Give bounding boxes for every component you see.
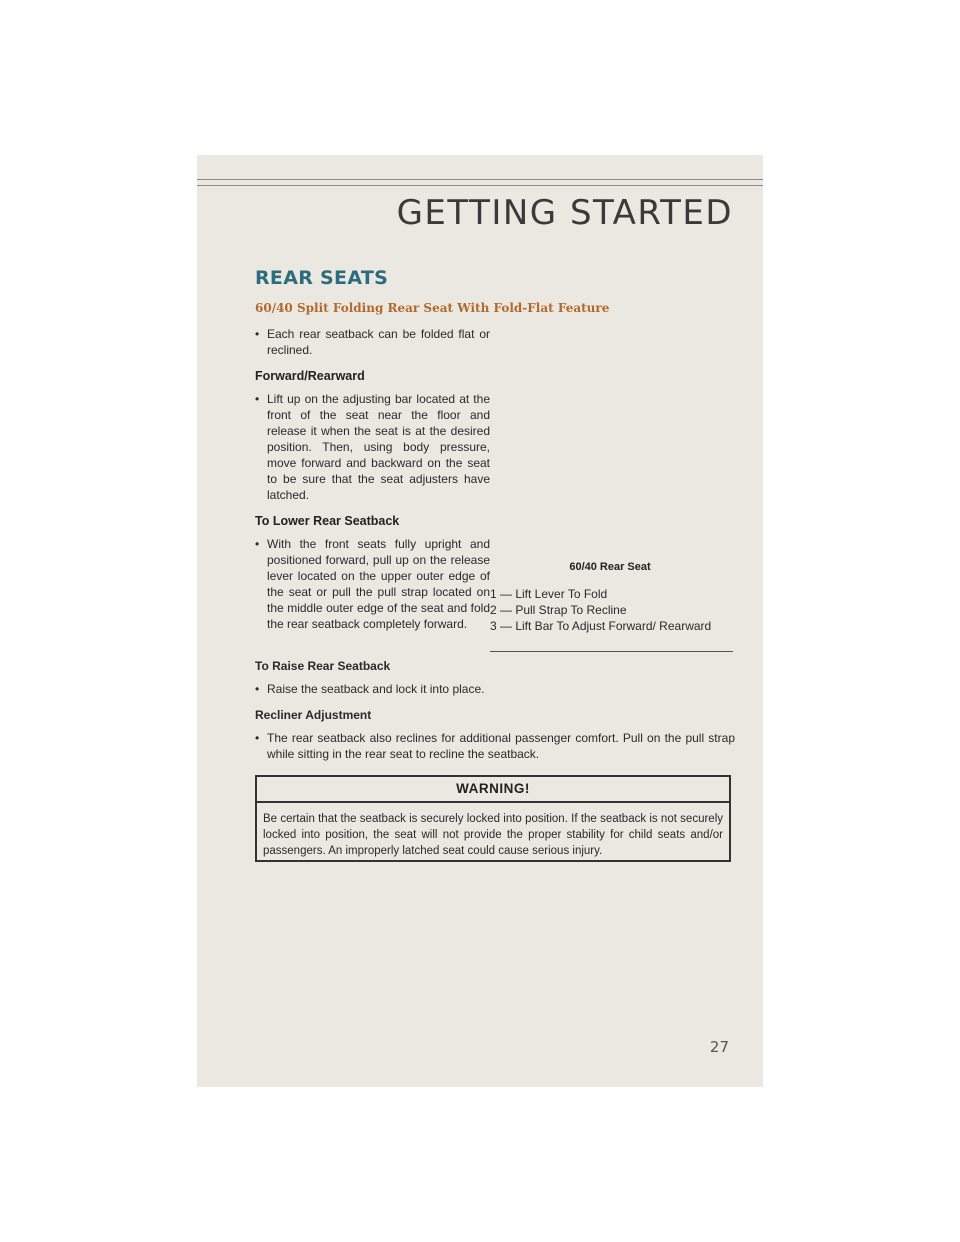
intro-bullet: • Each rear seatback can be folded flat or reclined. [255, 326, 490, 358]
legend-item: 3 — Lift Bar To Adjust Forward/ Rearward [490, 619, 712, 633]
warning-text: Be certain that the seatback is securely locked into position. If the seatback is not securely locked into position, the seat will not provide the proper stability for child seats and/or passengers. An improperly latched seat could cause serious injury. [263, 813, 723, 857]
page-number: 27 [709, 1038, 729, 1056]
legend-item: 1 — Lift Lever To Fold [490, 587, 608, 601]
section-title: REAR SEATS [255, 267, 389, 289]
header-rule-top [197, 179, 763, 180]
warning-title: WARNING! [257, 777, 729, 803]
raise-seatback-bullet: • Raise the seatback and lock it into place. [255, 681, 735, 697]
forward-rearward-bullet: • Lift up on the adjusting bar located at the front of the seat near the floor and release it when the seat is at the desired position. Then, using body pressure, move forward and backward on the seat to be sure that the seat adjusters have latched. [255, 391, 490, 503]
legend-item: 2 — Pull Strap To Recline [490, 603, 627, 617]
figure-legend [490, 586, 730, 634]
lower-seatback-heading: To Lower Rear Seatback [255, 514, 400, 528]
warning-box [255, 775, 731, 862]
header-rule-bottom [197, 185, 763, 186]
figure-caption: 60/40 Rear Seat [569, 561, 651, 573]
chapter-title: GETTING STARTED [396, 193, 733, 233]
forward-rearward-heading: Forward/Rearward [255, 369, 365, 383]
legend-divider [490, 651, 733, 652]
section-subtitle: 60/40 Split Folding Rear Seat With Fold-Flat Feature [255, 301, 610, 315]
recliner-heading: Recliner Adjustment [255, 708, 372, 722]
lower-seatback-bullet: • With the front seats fully upright and positioned forward, pull up on the release lever located on the upper outer edge of the seat or pull the pull strap located on the middle outer edge of the seat and fold the rear seatback completely forward. [255, 536, 490, 632]
recliner-bullet: • The rear seatback also reclines for additional passenger comfort. Pull on the pull strap while sitting in the rear seat to recline the seatback. [255, 730, 735, 762]
manual-page [197, 155, 763, 1087]
raise-seatback-heading: To Raise Rear Seatback [255, 659, 391, 673]
